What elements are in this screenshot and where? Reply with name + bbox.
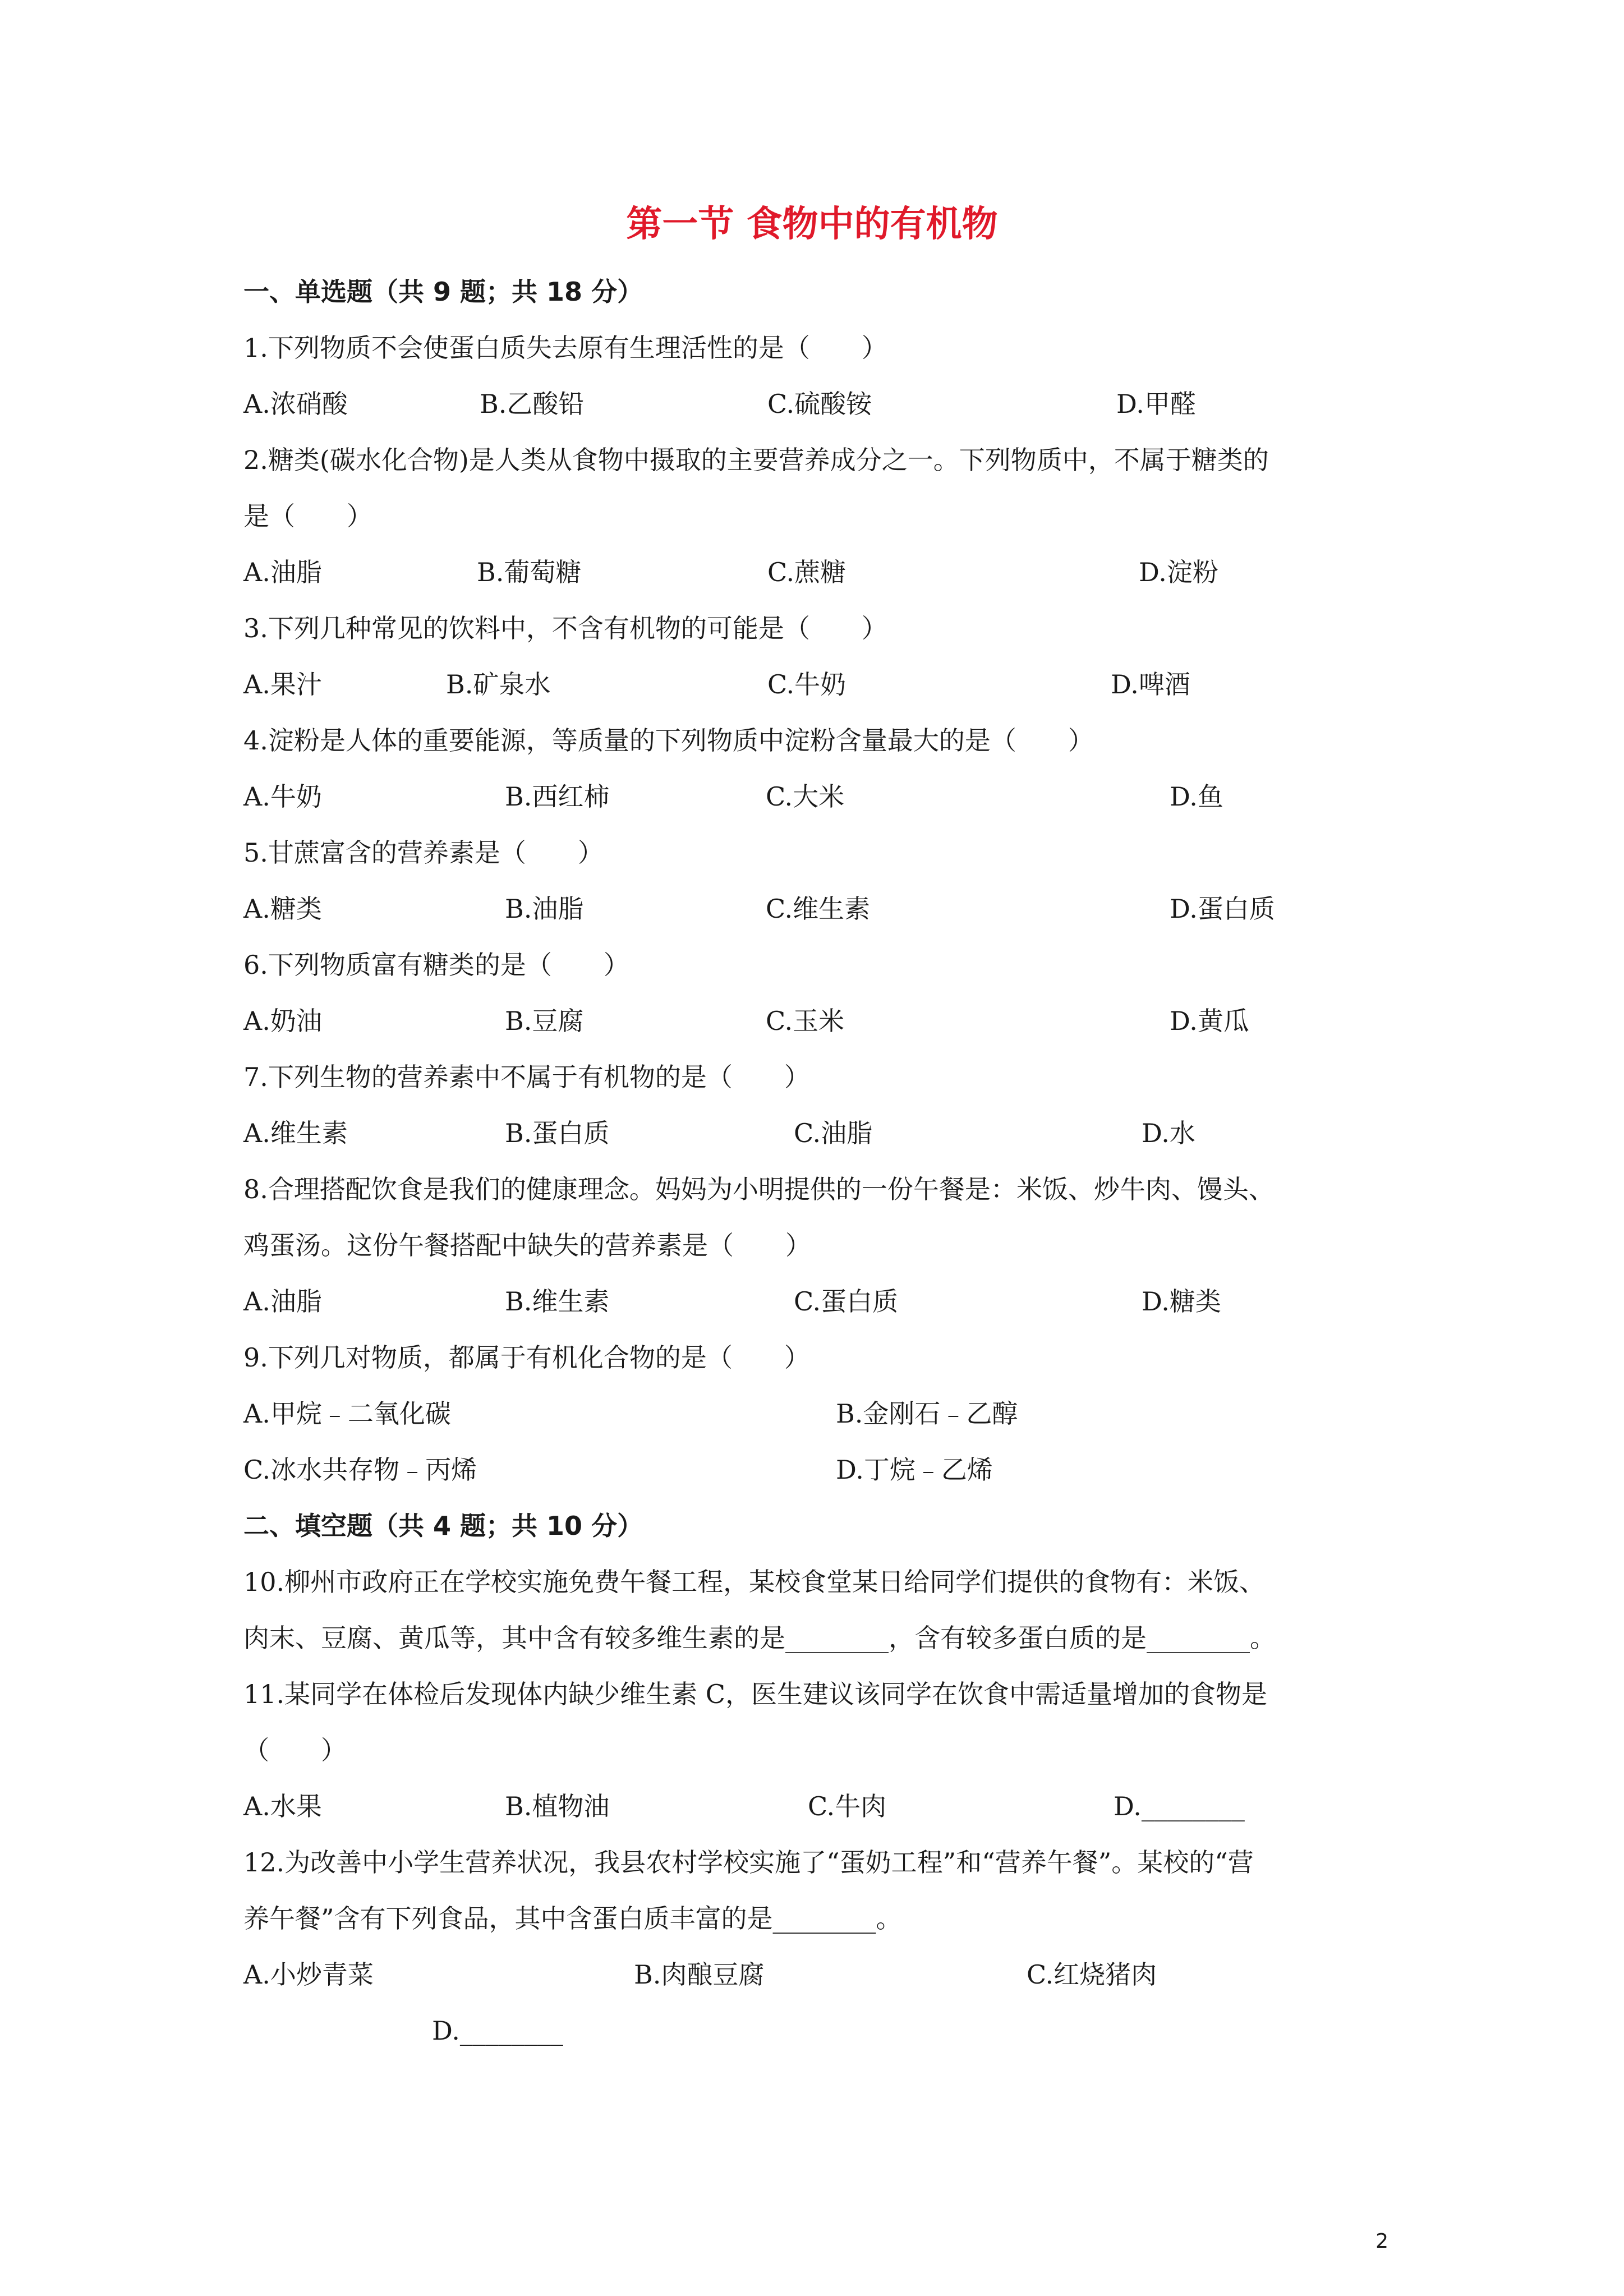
question-10-text-line-2: 肉末、豆腐、黄瓜等，其中含有较多维生素的是________，含有较多蛋白质的是________。 — [243, 1623, 1276, 1653]
question-6-text: 6.下列物质富有糖类的是（ ） — [243, 950, 629, 980]
question-3-option-c: C.牛奶 — [767, 669, 846, 700]
question-11-option-d: D.________ — [1114, 1791, 1245, 1821]
question-9-text: 9.下列几对物质，都属于有机化合物的是（ ） — [243, 1342, 810, 1373]
question-1-option-b: B.乙酸铅 — [480, 389, 585, 419]
question-7-text: 7.下列生物的营养素中不属于有机物的是（ ） — [243, 1062, 810, 1092]
question-7-option-d: D.水 — [1142, 1118, 1195, 1148]
question-11-text-line-2: （ ） — [243, 1735, 347, 1765]
question-5-option-b: B.油脂 — [505, 894, 584, 924]
question-3-option-a: A.果汁 — [243, 669, 322, 700]
question-5-text: 5.甘蔗富含的营养素是（ ） — [243, 838, 604, 868]
question-9-option-a: A.甲烷﹣二氧化碳 — [243, 1398, 451, 1429]
question-9-option-c: C.冰水共存物﹣丙烯 — [243, 1455, 477, 1485]
question-3-option-d: D.啤酒 — [1111, 669, 1190, 700]
question-1-option-c: C.硫酸铵 — [767, 389, 872, 419]
question-8-text-line-1: 8.合理搭配饮食是我们的健康理念。妈妈为小明提供的一份午餐是：米饭、炒牛肉、馒头、 — [243, 1174, 1275, 1204]
question-3-text: 3.下列几种常见的饮料中，不含有机物的可能是（ ） — [243, 613, 887, 643]
question-12-text-line-1: 12.为改善中小学生营养状况，我县农村学校实施了“蛋奶工程”和“营养午餐”。某校的“营 — [243, 1847, 1254, 1878]
question-2-option-b: B.葡萄糖 — [477, 557, 582, 587]
question-7-option-a: A.维生素 — [243, 1118, 348, 1148]
question-2-option-a: A.油脂 — [243, 557, 322, 587]
question-5-option-d: D.蛋白质 — [1170, 894, 1275, 924]
question-8-text-line-2: 鸡蛋汤。这份午餐搭配中缺失的营养素是（ ） — [243, 1230, 811, 1260]
question-4-option-d: D.鱼 — [1170, 781, 1223, 812]
question-12-option-b: B.肉酿豆腐 — [634, 1959, 765, 1990]
question-12-text-line-2: 养午餐”含有下列食品，其中含蛋白质丰富的是________。 — [243, 1903, 902, 1934]
question-1-option-a: A.浓硝酸 — [243, 389, 348, 419]
question-10-text-line-1: 10.柳州市政府正在学校实施免费午餐工程，某校食堂某日给同学们提供的食物有：米饭、 — [243, 1567, 1266, 1597]
question-11-text-line-1: 11.某同学在体检后发现体内缺少维生素 C，医生建议该同学在饮食中需适量增加的食物是 — [243, 1679, 1267, 1709]
question-7-option-b: B.蛋白质 — [505, 1118, 610, 1148]
question-1-text: 1.下列物质不会使蛋白质失去原有生理活性的是（ ） — [243, 333, 887, 363]
question-6-option-d: D.黄瓜 — [1170, 1006, 1249, 1036]
question-9-option-b: B.金刚石﹣乙醇 — [836, 1398, 1018, 1429]
question-7-option-c: C.油脂 — [794, 1118, 873, 1148]
question-6-option-a: A.奶油 — [243, 1006, 322, 1036]
section-heading-fill-blank: 二、填空题（共 4 题；共 10 分） — [243, 1511, 643, 1541]
question-12-option-d: D.________ — [432, 2016, 563, 2046]
question-6-option-b: B.豆腐 — [505, 1006, 584, 1036]
question-5-option-a: A.糖类 — [243, 894, 322, 924]
question-11-option-a: A.水果 — [243, 1791, 322, 1821]
question-2-option-d: D.淀粉 — [1139, 557, 1218, 587]
question-4-option-b: B.西红柿 — [505, 781, 610, 812]
question-8-option-d: D.糖类 — [1142, 1286, 1221, 1317]
section-heading-single-choice: 一、单选题（共 9 题；共 18 分） — [243, 277, 643, 307]
question-12-option-c: C.红烧猪肉 — [1027, 1959, 1157, 1990]
question-5-option-c: C.维生素 — [766, 894, 871, 924]
question-2-option-c: C.蔗糖 — [767, 557, 846, 587]
question-4-option-a: A.牛奶 — [243, 781, 322, 812]
question-1-option-d: D.甲醛 — [1116, 389, 1196, 419]
question-8-option-a: A.油脂 — [243, 1286, 322, 1317]
question-2-text-line-1: 2.糖类(碳水化合物)是人类从食物中摄取的主要营养成分之一。下列物质中，不属于糖类的 — [243, 445, 1269, 475]
question-4-text: 4.淀粉是人体的重要能源，等质量的下列物质中淀粉含量最大的是（ ） — [243, 725, 1094, 756]
question-8-option-c: C.蛋白质 — [794, 1286, 899, 1317]
question-11-option-c: C.牛肉 — [808, 1791, 887, 1821]
page-title: 第一节 食物中的有机物 — [626, 204, 998, 245]
question-9-option-d: D.丁烷﹣乙烯 — [836, 1455, 993, 1485]
question-4-option-c: C.大米 — [766, 781, 845, 812]
question-6-option-c: C.玉米 — [766, 1006, 845, 1036]
page-number: 2 — [1375, 2230, 1388, 2253]
question-8-option-b: B.维生素 — [505, 1286, 610, 1317]
question-11-option-b: B.植物油 — [505, 1791, 610, 1821]
question-2-text-line-2: 是（ ） — [243, 501, 372, 531]
question-12-option-a: A.小炒青菜 — [243, 1959, 374, 1990]
question-3-option-b: B.矿泉水 — [446, 669, 551, 700]
